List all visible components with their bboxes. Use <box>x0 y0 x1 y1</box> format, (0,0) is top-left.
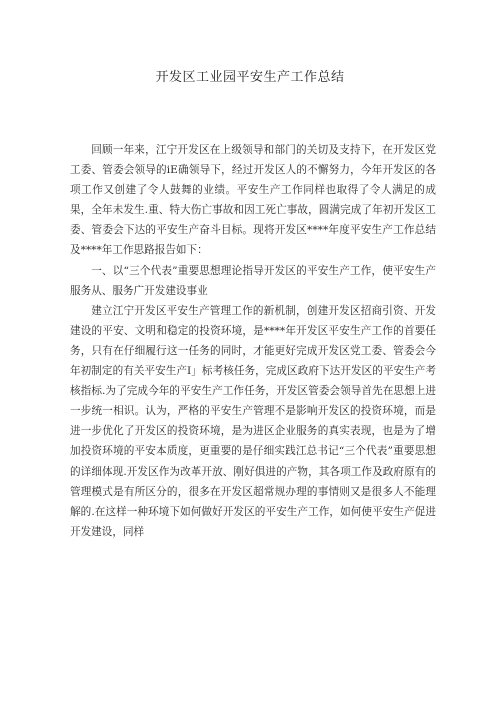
paragraph-heading-1: 一、以“三个代表”重要思想理论指导开发区的平安生产工作，使平安生产服务从、服务广开发建设事业 <box>70 264 436 297</box>
document-title: 开发区工业园平安生产工作总结 <box>155 70 345 85</box>
paragraph-intro: 回顾一年来，江宁开发区在上级领导和部门的关切及支持下，在开发区党工委、管委会领导的iE确领导下，经过开发区人的不懈努力，今年开发区的各项工作又创建了令人鼓舞的业绩。平安生产工作同样也取得了令人满足的成果，全年未发生.重、特大伤亡事故和因工死亡事故，圆满完成了年初开发区工委、管委会下达的平安生产奋斗目标。现将开发区****年度平安生产工作总结及****年工作思路报告如下： <box>70 144 436 257</box>
document-body <box>70 140 436 542</box>
paragraph-section-1: 建立江宁开发区平安生产管理工作的新机制，创建开发区招商引资、开发建设的平安、文明和稳定的投资环境，是****年开发区平安生产工作的首要任务，只有在仔细履行这一任务的同时，才能更好完成开发区党工委、管委会今年初制定的有关平安生产Ⅰ」标考核任务，完成区政府下达开发区的平安生产考核指标.为了完成今年的平安生产工作任务，开发区管委会领导首先在思想上进一步统一相识。认为，严格的平安生产管理不是影响开发区的投资环境，而是进一步优化了开发区的投资环境，是为进区企业服务的真实表现，也是为了增加投资环境的平安本质度，更重要的是仔细实践江总书记“三个代表”重要思想的详细体现.开发区作为改革开放、刚好俱进的产物，其各项工作及政府原有的管理模式是有所区分的，很多在开发区超常规办理的事情则又是很多人不能理解的.在这样一种环境下如何做好开发区的平安生产工作，如何使平安生产促进开发建设，同样 <box>70 304 436 538</box>
